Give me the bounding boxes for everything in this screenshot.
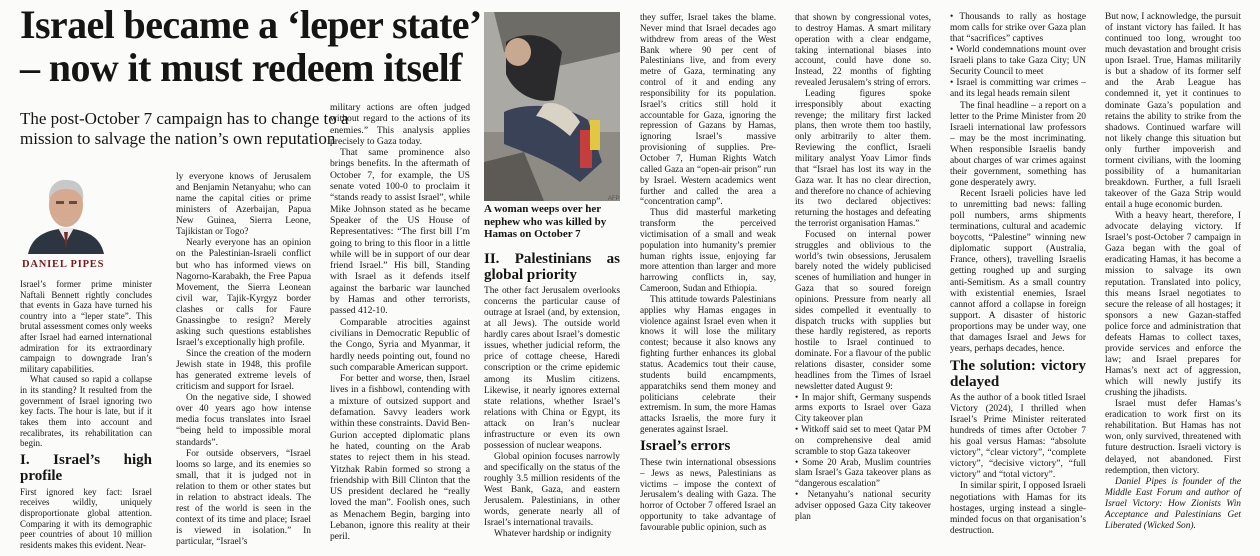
paragraph: These twin international obsessions – Jews as news, Palestinians as victims – impose the context of Jerusalem’s dealing with Gaza. The horror of October 7 offered Israel an opportunity to take advantage of favourable public opinion, such as	[640, 456, 776, 532]
column-2	[176, 172, 311, 548]
paragraph: Recent Israeli policies have led to unremitting bad news: falling poll numbers, arms shipments terminations, cultural and academic boycotts, “Palestine” winning new diplomatic support (Australia, France, others), travelling Israelis getting roughed up and surging anti-Semitism. As a small country with existential enemies, Israel cannot afford a collapse in foreign support. A disaster of historic proportions may be under way, one that damages Israel and Jews for years, perhaps decades, hence.	[950, 189, 1086, 354]
headline-bullet: • Some 20 Arab, Muslim countries slam Israel’s Gaza takeover plans as “dangerous escalation”	[795, 456, 931, 489]
news-photo	[484, 12, 620, 201]
column-4	[484, 248, 620, 540]
section-heading: I. Israel’s high profile	[20, 451, 152, 484]
paragraph: For outside observers, “Israel looms so large, and its enemies so small, that it is judged not in relation to them or other states but in relation to abstract ideals. The rest of the world is seen in the context of its time and place; Israel is viewed in isolation.” In particular, “Israel’s	[176, 448, 311, 548]
paragraph: The other fact Jerusalem overlooks concerns the particular cause of outrage at Israel (and, by extension, at all Jews). The outside world hardly cares about Israel’s domestic issues, whether judicial reform, the price of cottage cheese, Haredi conscription or the crime epidemic among its Muslim citizens. Likewise, it nearly ignores external state relations, whether Israel’s relations with China or Egypt, its attack on Iran’s nuclear infrastructure or even its own possession of nuclear weapons.	[484, 286, 620, 451]
column-6	[795, 12, 931, 522]
paragraph: What caused so rapid a collapse in its standing? It resulted from the government of Israel ignoring two key facts. The hour is late, but if it takes them into account and recalibrates, its rehabilitation can begin.	[20, 374, 152, 449]
column-7	[950, 12, 1086, 537]
paragraph: As the author of a book titled Israel Victory (2024), I thrilled when Israel’s Prime Minister reiterated hundreds of times after October 7 his goal versus Hamas: “absolute victory”, “clear victory”, “complete victory”, “decisive victory”, “full victory” and “total victory”.	[950, 392, 1086, 481]
headline-bullet: • World condemnations mount over Israeli plans to take Gaza City; UN Security Council to meet	[950, 45, 1086, 78]
photo-credit: AFP	[608, 196, 620, 202]
paragraph: ly everyone knows of Jerusalem and Benjamin Netanyahu; who can name the capital cities or prime ministers of Azerbaijan, Papua New Guinea, Sierra Leone, Tajikistan or Togo?	[176, 172, 311, 238]
paragraph: On the negative side, I showed over 40 years ago how intense media focus translates into Israel “being held to impossible moral standards”.	[176, 393, 311, 448]
headline-bullet: • Thousands to rally as hostage mom calls for strike over Gaza plan that “sacrifices” captives	[950, 12, 1086, 45]
paragraph: But now, I acknowledge, the pursuit of instant victory has failed. It has continued too long, wrought too much devastation and brought crisis upon Israel. True, Hamas militarily is but a shadow of its former self and the Arab League has condemned it, yet it continues to dominate Gaza’s population and retains the ability to strike from the shadows. Continued warfare will not likely change this situation but only further impoverish and torment civilians, with the looming possibility of a humanitarian breakdown. Further, a full Israeli takeover of the Gaza Strip would entail a huge economic burden.	[1105, 12, 1241, 211]
column-5	[640, 12, 776, 533]
author-photo	[22, 170, 110, 254]
paragraph: Global opinion focuses narrowly and specifically on the status of the roughly 3.5 million residents of the West Bank, Gaza, and eastern Jerusalem. Palestinians, in other words, generate nearly all of Israel’s international travails.	[484, 451, 620, 529]
paragraph: military actions are often judged without regard to the actions of its enemies.” This analysis applies precisely to Gaza today.	[330, 102, 470, 147]
byline: DANIEL PIPES	[22, 259, 105, 270]
headline-bullet: • Israel is committing war crimes – and its legal heads remain silent	[950, 78, 1086, 100]
column-8	[1105, 12, 1241, 532]
paragraph: Focused on internal power struggles and oblivious to the world’s twin obsessions, Jerusalem barely noted the widely publicised scenes of humiliation and hunger in Gaza that so soured foreign opinions. Pressure from nearly all sides compelled it eventually to dispatch trucks with supplies but these hardly registered, as reports hostile to Israel continued to dominate. For a flavour of the public relations disaster, consider some headlines from the Times of Israel newsletter dated August 9:	[795, 228, 931, 391]
column-3	[330, 102, 470, 543]
column-1	[20, 279, 152, 550]
paragraph: Comparable atrocities against civilians in Democratic Republic of the Congo, Syria and Myanmar, it hardly needs pointing out, found no such comparable American support.	[330, 316, 470, 373]
paragraph: they suffer, Israel takes the blame. Never mind that Israel decades ago withdrew from areas of the West Bank where 90 per cent of Palestinians live, and from every metre of Gaza, terminating any control of it and ending any responsibility for its population. Israel’s critics still hold it accountable for Gaza, ignoring the repression of Gazans by Hamas, ignoring Israel’s massive provisioning of supplies. Pre-October 7, Human Rights Watch called Gaza an “open-air prison” run by Israel. Western academics went further and called the area a “concentration camp”.	[640, 12, 776, 207]
paragraph: The final headline – a report on a letter to the Prime Minister from 20 Israeli international law professors – may be the most incriminating. When responsible Israelis bandy about charges of war crimes against their government, something has gone desperately awry.	[950, 100, 1086, 188]
headline: Israel became a ‘leper state’ – now it must redeem itself	[20, 2, 479, 90]
paragraph: This attitude towards Palestinians applies why Hamas engages in violence against Israel even when it knows it will lose the military contest; because it also knows any fighting further enhances its global status. Academics tout their cause, students build encampments, apparatchiks send them money and politicians celebrate their extremism. In sum, the more Hamas attacks Israelis, the more fury it generates against Israel.	[640, 293, 776, 435]
paragraph: That same prominence also brings benefits. In the aftermath of October 7, for example, the US senate voted 100-0 to proclaim it “stands ready to assist Israel”, while Mike Johnson stated as he became Speaker of the US House of Representatives: “The first bill I’m going to bring to this floor in a little while will be in support of our dear friend Israel.” His bill, Standing with Israel as it defends itself against the barbaric war launched by Hamas and other terrorists, passed 412-10.	[330, 147, 470, 317]
paragraph: Nearly everyone has an opinion on the Palestinian-Israeli conflict but who has informed views on Nagorno-Karabakh, the Free Papua Movement, the Sierra Leonean civil war, Tajik-Kyrgyz border clashes or calls for Faure Gnassingbe to resign? Merely asking such questions establishes Israel’s exceptionally high profile.	[176, 238, 311, 348]
paragraph: Since the creation of the modern Jewish state in 1948, this profile has generated extreme levels of criticism and support for Israel.	[176, 349, 311, 393]
paragraph: First ignored key fact: Israel receives wildly, uniquely disproportionate global attention. Comparing it with its demographic peer countries of about 10 million residents makes this evident. Near-	[20, 486, 152, 550]
paragraph: that shown by congressional votes, to destroy Hamas. A smart military operation with a clear endgame, taking international biases into account, could have done so. Instead, 22 months of fighting revealed Jerusalem’s string of errors.	[795, 12, 931, 88]
headline-bullet: • Witkoff said set to meet Qatar PM on comprehensive deal amid scramble to stop Gaza takeover	[795, 424, 931, 456]
author-note: Daniel Pipes is founder of the Middle East Forum and author of Israel Victory: How Zionists Win Acceptance and Palestinians Get Liberated (Wicked Son).	[1105, 476, 1241, 531]
paragraph: Israel’s former prime minister Naftali Bennett rightly concludes that events in Gaza have turned his country into a “leper state”. This brutal assessment comes only weeks after Israel had earned international admiration for its extraordinary campaign to downgrade Iran’s military capabilities.	[20, 279, 152, 374]
photo-caption: A woman weeps over her nephew who was killed by Hamas on October 7	[484, 203, 607, 240]
section-heading: The solution: victory delayed	[950, 357, 1086, 390]
paragraph: For better and worse, then, Israel lives in a fishbowl, contending with a mixture of outsized support and defamation. Savvy leaders work within these constraints. David Ben-Gurion accepted diplomatic plans he hated, counting on the Arab states to reject them in his stead. Yitzhak Rabin formed so strong a friendship with Bill Clinton that the US president declared he “really loved the man”. Foolish ones, such as Menachem Begin, barging into Lebanon, ignore this reality at their peril.	[330, 373, 470, 543]
paragraph: In similar spirit, I opposed Israeli negotiations with Hamas for its hostages, urging instead a single-minded focus on that organisation’s destruction.	[950, 481, 1086, 536]
paragraph: Leading figures spoke irresponsibly about exacting revenge; the military first lacked plans, then wrote them too hastily, only arbitrarily to alter them. Reviewing the conflict, Israeli military analyst Yoav Limor finds that “Israel has lost its way in the Gaza war. It has no clear direction, and therefore no chance of achieving its two declared objectives: returning the hostages and defeating the terrorist organisation Hamas.”	[795, 87, 931, 229]
headline-bullet: • Netanyahu’s national security adviser opposed Gaza City takeover plan	[795, 489, 931, 521]
headline-bullet: • In major shift, Germany suspends arms exports to Israel over Gaza City takeover plan	[795, 391, 931, 424]
standfirst: The post-October 7 campaign has to change to a mission to salvage the nation’s own reputation	[20, 109, 349, 148]
paragraph: Israel must defer Hamas’s eradication to work first on its rehabilitation. But Hamas has not won, only survived, threatened with future destruction. Israeli victory is delayed, not abandoned. First redemption, then victory.	[1105, 399, 1241, 476]
section-heading: Israel’s errors	[640, 437, 731, 454]
paragraph: Thus did masterful marketing transform the perceived victimisation of a small and weak population into humanity’s premier human rights issue, enjoying far more attention than larger and more harrowing conflicts in, say, Cameroon, Sudan and Ethiopia.	[640, 207, 776, 294]
paragraph: Whatever hardship or indignity	[494, 529, 612, 540]
paragraph: With a heavy heart, therefore, I advocate delaying victory. If Israel’s post-October 7 campaign in Gaza began with the goal of eradicating Hamas, it has become a mission to salvage its own reputation. Translated into policy, this means Israel negotiates to secure the release of all hostages; it sponsors a new Gazan-staffed police force and administration that defeats Hamas to collect taxes, provide services and enforce the law; and Israel prepares for Hamas’s next act of aggression, which will newly justify its crushing the jihadists.	[1105, 211, 1241, 399]
section-heading: II. Palestinians as global priority	[484, 251, 620, 283]
